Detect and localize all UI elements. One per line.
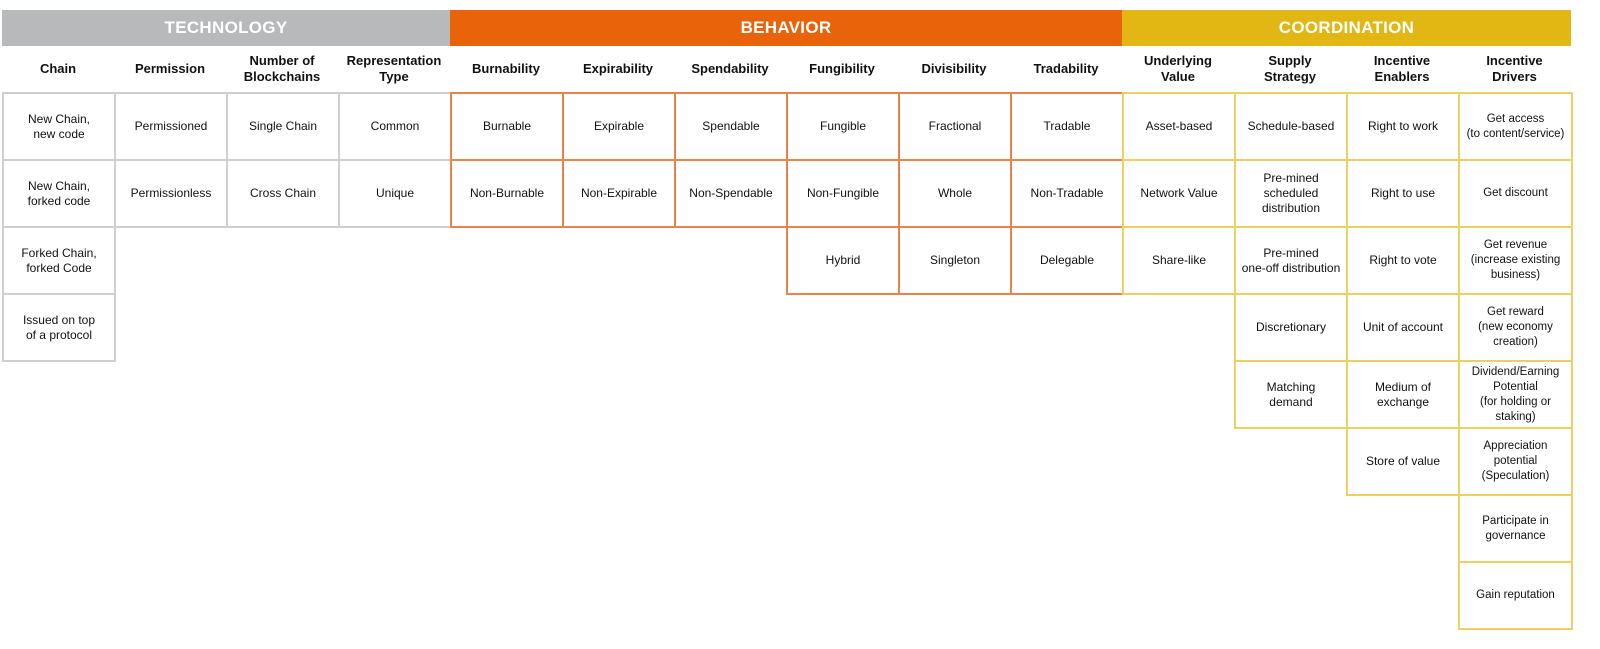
option-cell-non-spendable: Non-Spendable bbox=[674, 159, 788, 228]
column-header-incentive-enablers: Incentive Enablers bbox=[1373, 53, 1431, 84]
option-cell-permissioned: Permissioned bbox=[114, 92, 228, 161]
option-cell-discretionary: Discretionary bbox=[1234, 293, 1348, 362]
column-header-representation-type: Representation Type bbox=[346, 53, 442, 84]
column-header-spendability: Spendability bbox=[691, 61, 769, 76]
column-header-supply-strategy: Supply Strategy bbox=[1263, 53, 1317, 84]
option-cell-burnable: Burnable bbox=[450, 92, 564, 161]
option-cell-tradable: Tradable bbox=[1010, 92, 1124, 161]
option-cell-cross-chain: Cross Chain bbox=[226, 159, 340, 228]
column-header-permission: Permission bbox=[134, 61, 206, 76]
option-cell-right-to-use: Right to use bbox=[1346, 159, 1460, 228]
group-title-technology: TECHNOLOGY bbox=[2, 10, 450, 46]
option-cell-non-burnable: Non-Burnable bbox=[450, 159, 564, 228]
option-cell-permissionless: Permissionless bbox=[114, 159, 228, 228]
column-header-expirability: Expirability bbox=[582, 61, 654, 76]
column-header-chain: Chain bbox=[39, 61, 77, 76]
option-cell-non-expirable: Non-Expirable bbox=[562, 159, 676, 228]
option-cell-dividend-earning-potential-for-holding-or-staking: Dividend/Earning Potential (for holding or staking) bbox=[1458, 360, 1573, 429]
column-header-number-of-blockchains: Number of Blockchains bbox=[243, 53, 321, 84]
option-cell-gain-reputation: Gain reputation bbox=[1458, 561, 1573, 630]
group-title-coordination: COORDINATION bbox=[1122, 10, 1571, 46]
option-cell-share-like: Share-like bbox=[1122, 226, 1236, 295]
option-cell-get-reward-new-economy-creation: Get reward (new economy creation) bbox=[1458, 293, 1573, 362]
option-cell-get-revenue-increase-existing-business: Get revenue (increase existing business) bbox=[1458, 226, 1573, 295]
option-cell-common: Common bbox=[338, 92, 452, 161]
option-cell-right-to-work: Right to work bbox=[1346, 92, 1460, 161]
option-cell-right-to-vote: Right to vote bbox=[1346, 226, 1460, 295]
option-cell-fungible: Fungible bbox=[786, 92, 900, 161]
option-cell-store-of-value: Store of value bbox=[1346, 427, 1460, 496]
column-header-divisibility: Divisibility bbox=[921, 61, 987, 76]
option-cell-medium-of-exchange: Medium of exchange bbox=[1346, 360, 1460, 429]
option-cell-singleton: Singleton bbox=[898, 226, 1012, 295]
column-header-tradability: Tradability bbox=[1033, 61, 1099, 76]
option-cell-hybrid: Hybrid bbox=[786, 226, 900, 295]
option-cell-new-chain-new-code: New Chain, new code bbox=[2, 92, 116, 161]
column-header-burnability: Burnability bbox=[472, 61, 540, 76]
option-cell-participate-in-governance: Participate in governance bbox=[1458, 494, 1573, 563]
column-header-fungibility: Fungibility bbox=[809, 61, 875, 76]
option-cell-forked-chain-forked-code: Forked Chain, forked Code bbox=[2, 226, 116, 295]
option-cell-get-discount: Get discount bbox=[1458, 159, 1573, 228]
option-cell-spendable: Spendable bbox=[674, 92, 788, 161]
option-cell-new-chain-forked-code: New Chain, forked code bbox=[2, 159, 116, 228]
column-header-incentive-drivers: Incentive Drivers bbox=[1486, 53, 1543, 84]
column-header-underlying-value: Underlying Value bbox=[1144, 53, 1212, 84]
option-cell-fractional: Fractional bbox=[898, 92, 1012, 161]
option-cell-matching-demand: Matching demand bbox=[1234, 360, 1348, 429]
option-cell-pre-mined-one-off-distribution: Pre-mined one-off distribution bbox=[1234, 226, 1348, 295]
group-title-behavior: BEHAVIOR bbox=[450, 10, 1122, 46]
option-cell-network-value: Network Value bbox=[1122, 159, 1236, 228]
option-cell-get-access-to-content-service: Get access (to content/service) bbox=[1458, 92, 1573, 161]
option-cell-unit-of-account: Unit of account bbox=[1346, 293, 1460, 362]
option-cell-non-tradable: Non-Tradable bbox=[1010, 159, 1124, 228]
option-cell-appreciation-potential-speculation: Appreciation potential (Speculation) bbox=[1458, 427, 1573, 496]
option-cell-unique: Unique bbox=[338, 159, 452, 228]
option-cell-asset-based: Asset-based bbox=[1122, 92, 1236, 161]
option-cell-whole: Whole bbox=[898, 159, 1012, 228]
option-cell-non-fungible: Non-Fungible bbox=[786, 159, 900, 228]
option-cell-single-chain: Single Chain bbox=[226, 92, 340, 161]
option-cell-delegable: Delegable bbox=[1010, 226, 1124, 295]
option-cell-expirable: Expirable bbox=[562, 92, 676, 161]
option-cell-issued-on-top-of-a-protocol: Issued on top of a protocol bbox=[2, 293, 116, 362]
option-cell-pre-mined-scheduled-distribution: Pre-mined scheduled distribution bbox=[1234, 159, 1348, 228]
option-cell-schedule-based: Schedule-based bbox=[1234, 92, 1348, 161]
